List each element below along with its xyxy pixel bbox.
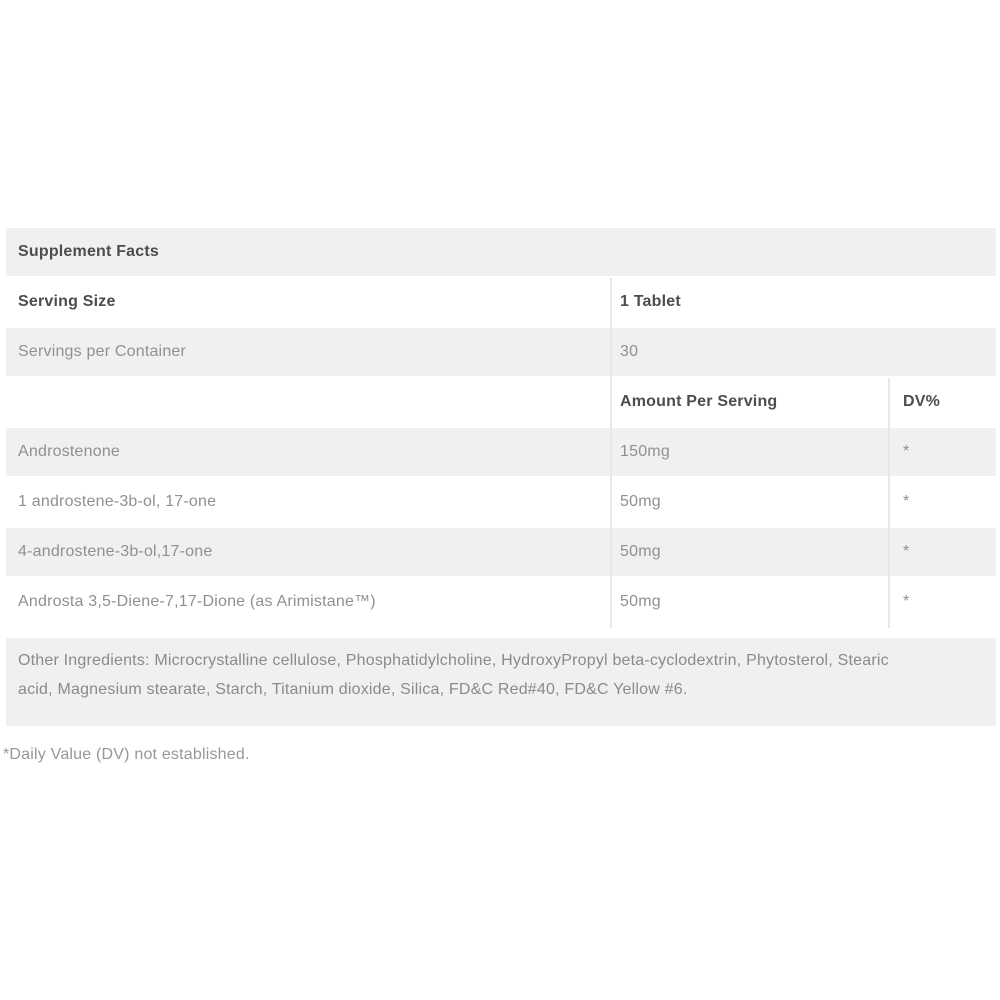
supplement-facts-table [6,228,996,726]
dv-header: DV% [903,393,941,410]
table-title: Supplement Facts [18,243,160,260]
ingredient-row [6,478,996,526]
ingredient-amount: 50mg [620,493,661,510]
amount-per-serving-header: Amount Per Serving [620,393,778,410]
table-title-row [6,228,996,276]
other-ingredients-text: Other Ingredients: Microcrystalline cellulose, Phosphatidylcholine, HydroxyPropyl beta-cyclodextrin, Phytosterol, Stearic acid, Magnesium stearate, Starch, Titanium dioxide, Silica, FD&C Red#40, FD&C Yellow #6. [18,652,889,698]
ingredient-name: 4-androstene-3b-ol,17-one [18,543,213,560]
ingredient-amount: 150mg [620,443,670,460]
ingredient-dv: * [903,543,910,560]
column-header-row [6,378,996,426]
ingredient-name: 1 androstene-3b-ol, 17-one [18,493,217,510]
serving-size-value: 1 Tablet [620,293,681,310]
column-divider-dv [888,378,890,628]
serving-size-row [6,278,996,326]
ingredient-amount: 50mg [620,543,661,560]
ingredient-dv: * [903,493,910,510]
daily-value-footnote: *Daily Value (DV) not established. [3,746,250,763]
other-ingredients-block [6,638,996,726]
ingredient-amount: 50mg [620,593,661,610]
ingredient-row [6,578,996,626]
ingredient-row [6,528,996,576]
ingredient-row [6,428,996,476]
ingredient-dv: * [903,593,910,610]
serving-size-label: Serving Size [18,293,116,310]
servings-per-container-value: 30 [620,343,639,360]
servings-per-container-row [6,328,996,376]
servings-per-container-label: Servings per Container [18,343,187,360]
column-divider-amount [610,278,612,628]
ingredient-name: Androstenone [18,443,121,460]
ingredient-name: Androsta 3,5-Diene-7,17-Dione (as Arimistane™) [18,593,376,610]
ingredient-dv: * [903,443,910,460]
